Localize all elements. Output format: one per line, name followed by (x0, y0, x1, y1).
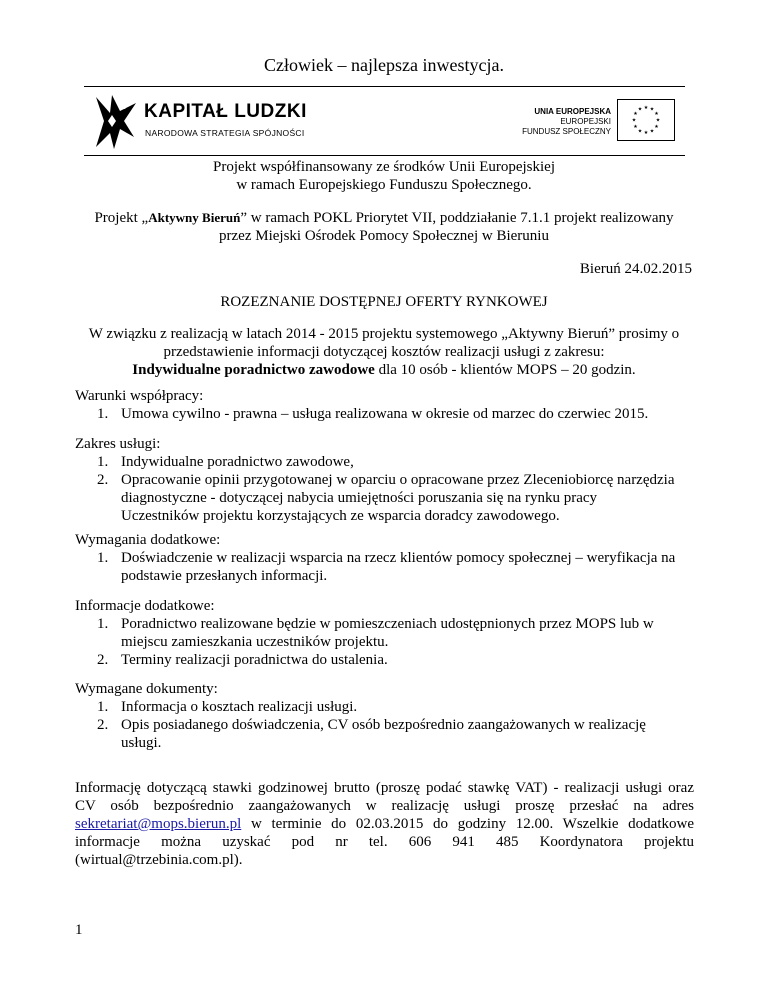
list-item: 1. Umowa cywilno - prawna – usługa realizowana w okresie od marzec do czerwiec 2015. (97, 406, 649, 422)
document-date: Bieruń 24.02.2015 (579, 261, 692, 277)
project-rest: ” w ramach POKL Priorytet VII, poddziałanie 7.1.1 projekt realizowany (240, 210, 674, 226)
document-heading: ROZEZNANIE DOSTĘPNEJ OFERTY RYNKOWEJ (220, 294, 548, 310)
project-prefix: Projekt „ (94, 210, 149, 226)
list-item: 2. Terminy realizacji poradnictwa do ustalenia. (97, 652, 388, 668)
section-zakres (75, 435, 715, 525)
intro-line-2: przedstawienie informacji dotyczącej kosztów realizacji usługi z zakresu: (163, 344, 605, 360)
logo-bar (84, 86, 685, 156)
svg-text:★: ★ (631, 117, 637, 124)
eu-line-1: UNIA EUROPEJSKA (534, 107, 611, 116)
intro-bold-service: Indywidualne poradnictwo zawodowe (132, 362, 375, 378)
svg-text:★: ★ (649, 128, 655, 135)
closing-line-3-rest: w terminie do 02.03.2015 do godziny 12.00. Wszelkie dodatkowe (241, 816, 694, 832)
list-item: 1. Informacja o kosztach realizacji usługi. (97, 699, 358, 715)
closing-line-5: (wirtual@trzebinia.com.pl). (75, 852, 243, 868)
section-informacje (75, 597, 715, 669)
section-title: Zakres usługi: (75, 436, 161, 452)
section-dokumenty (75, 680, 715, 752)
eu-logo-text (522, 107, 611, 137)
list-item: 2. Opracowanie opinii przygotowanej w oparciu o opracowane przez Zleceniobiorcę narzędzia diagnostyczne - dotyczącej nabycia umiejętności poruszania się na rynku pracy Uczestników projektu korzystających ze wsparcia doradcy zawodowego. (97, 472, 675, 524)
list-item: 1. Poradnictwo realizowane będzie w pomieszczeniach udostępnionych przez MOPS lub w miejscu zamieszkania uczestników projektu. (97, 616, 654, 650)
section-title: Wymagane dokumenty: (75, 681, 218, 697)
list-item: 1. Indywidualne poradnictwo zawodowe, (97, 454, 354, 470)
svg-text:★: ★ (643, 130, 649, 136)
page-number: 1 (75, 922, 83, 938)
intro-line-1: W związku z realizacją w latach 2014 - 2015 projektu systemowego „Aktywny Bieruń” prosimy o (88, 326, 680, 342)
project-name: Aktywny Bieruń (148, 210, 241, 225)
svg-text:★: ★ (633, 111, 638, 117)
intro-paragraph (0, 325, 768, 379)
email-link[interactable]: sekretariat@mops.bierun.pl (75, 816, 242, 832)
section-warunki (75, 387, 695, 423)
closing-line-1: Informację dotyczącą stawki godzinowej brutto (proszę podać stawkę VAT) - realizacji usługi oraz (75, 780, 694, 796)
svg-text:★: ★ (654, 111, 659, 117)
svg-text:★: ★ (654, 124, 659, 130)
kapital-ludzki-logo-icon (92, 93, 138, 151)
section-wymagania (75, 531, 715, 585)
intro-line-3-rest: dla 10 osób - klientów MOPS – 20 godzin. (374, 362, 636, 378)
motto: Człowiek – najlepsza inwestycja. (264, 55, 504, 75)
svg-text:★: ★ (637, 128, 643, 135)
closing-line-4: informacje można uzyskać pod nr tel. 606 941 485 Koordynatora projektu (75, 834, 694, 850)
closing-line-3 (75, 815, 694, 833)
project-line-2: przez Miejski Ośrodek Pomocy Społecznej w Bieruniu (219, 228, 549, 244)
eu-line-3: FUNDUSZ SPOŁECZNY (522, 127, 611, 136)
cofinance-note (0, 158, 768, 194)
cofinance-line-1: Projekt współfinansowany ze środków Unii Europejskiej (212, 159, 556, 175)
project-line-1 (0, 209, 768, 227)
kl-subtitle: NARODOWA STRATEGIA SPÓJNOŚCI (145, 128, 305, 138)
list-item: 2. Opis posiadanego doświadczenia, CV osób bezpośrednio zaangażowanych w realizację usługi. (97, 717, 646, 751)
cofinance-line-2: w ramach Europejskiego Funduszu Społecznego. (236, 177, 532, 193)
intro-line-3 (0, 361, 768, 379)
closing-paragraph (75, 779, 694, 869)
svg-text:★: ★ (633, 124, 638, 130)
svg-text:★: ★ (655, 117, 661, 124)
svg-text:★: ★ (643, 105, 649, 111)
list-item: 1. Doświadczenie w realizacji wsparcia na rzecz klientów pomocy społecznej – weryfikacja na podstawie przesłanych informacji. (97, 550, 676, 584)
svg-text:★: ★ (649, 106, 655, 113)
svg-text:★: ★ (637, 106, 643, 113)
closing-line-2: CV osób bezpośrednio zaangażowanych w realizację usługi proszę przesłać na adres (75, 798, 694, 814)
project-info (0, 209, 768, 245)
section-title: Wymagania dodatkowe: (75, 532, 221, 548)
eu-flag-icon (617, 99, 675, 141)
eu-line-2: EUROPEJSKI (560, 117, 611, 126)
section-title: Informacje dodatkowe: (75, 598, 215, 614)
kl-title: KAPITAŁ LUDZKI (144, 101, 307, 122)
section-title: Warunki współpracy: (75, 388, 204, 404)
